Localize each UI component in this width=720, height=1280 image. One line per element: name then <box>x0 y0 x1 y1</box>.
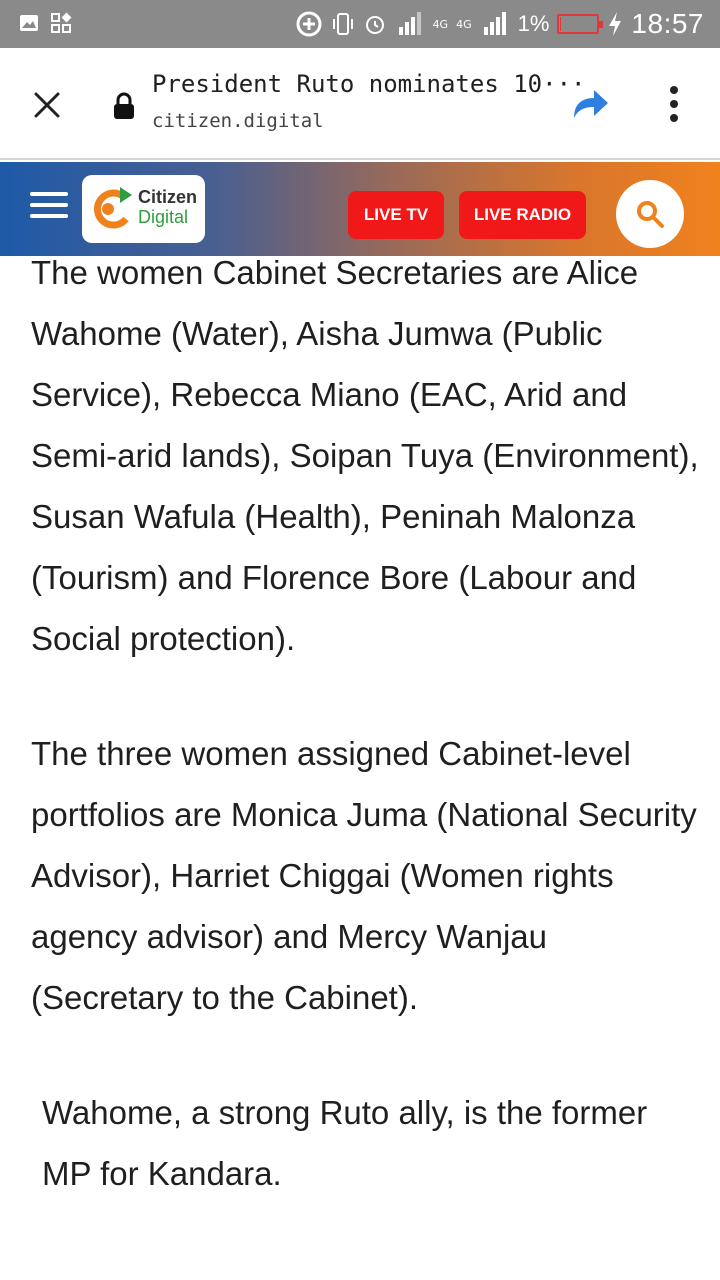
logo-text-digital: Digital <box>138 207 189 227</box>
data-saver-icon <box>295 10 323 38</box>
apps-icon <box>50 12 72 34</box>
citizen-digital-logo[interactable] <box>82 175 205 243</box>
battery-icon <box>557 14 599 34</box>
browser-toolbar <box>0 48 720 160</box>
dot <box>670 114 678 122</box>
lock-icon[interactable] <box>112 92 136 120</box>
close-button[interactable] <box>24 82 70 128</box>
live-radio-button[interactable]: LIVE RADIO <box>459 191 586 239</box>
charging-icon <box>607 11 623 37</box>
close-icon <box>33 91 61 119</box>
page-title[interactable]: President Ruto nominates 10··· <box>152 70 586 98</box>
dot <box>670 86 678 94</box>
battery-percent: 1% <box>517 11 550 36</box>
live-tv-button[interactable]: LIVE TV <box>348 191 444 239</box>
share-icon[interactable] <box>566 84 610 124</box>
gallery-icon <box>18 12 40 34</box>
hamburger-menu-icon[interactable] <box>30 192 68 218</box>
article-paragraph: The three women assigned Cabinet-level portfolios are Monica Juma (National Security Advisor), Harriet Chiggai (Women rights agency advisor) and Mercy Wanjau (Secretary to the Cabinet). <box>31 735 697 1016</box>
signal-1-icon <box>395 11 425 37</box>
network-type-1: 4G <box>432 17 449 31</box>
article-paragraph: The women Cabinet Secretaries are Alice Wahome (Water), Aisha Jumwa (Public Service), Rebecca Miano (EAC, Arid and Semi-arid lands), Soipan Tuya (Environment), Susan Wafula (Health), Peninah Malonza (Tourism) and Florence Bore (Labour and Social protection). <box>31 254 699 657</box>
battery-level-fill <box>560 17 561 31</box>
vibrate-icon <box>331 10 355 38</box>
dot <box>670 100 678 108</box>
page-domain[interactable]: citizen.digital <box>152 110 324 132</box>
search-button[interactable] <box>616 180 684 248</box>
clock: 18:57 <box>631 8 704 39</box>
status-bar <box>0 0 720 48</box>
article-body <box>31 242 701 1258</box>
article-paragraph: Wahome, a strong Ruto ally, is the former MP for Kandara. <box>42 1094 648 1192</box>
network-type-2: 4G <box>456 17 472 31</box>
logo-mark-icon <box>86 175 142 243</box>
search-icon <box>635 199 665 229</box>
alarm-icon <box>363 12 387 36</box>
more-options-button[interactable] <box>658 82 690 126</box>
logo-text-citizen: Citizen <box>138 187 198 207</box>
signal-2-icon <box>480 11 510 37</box>
